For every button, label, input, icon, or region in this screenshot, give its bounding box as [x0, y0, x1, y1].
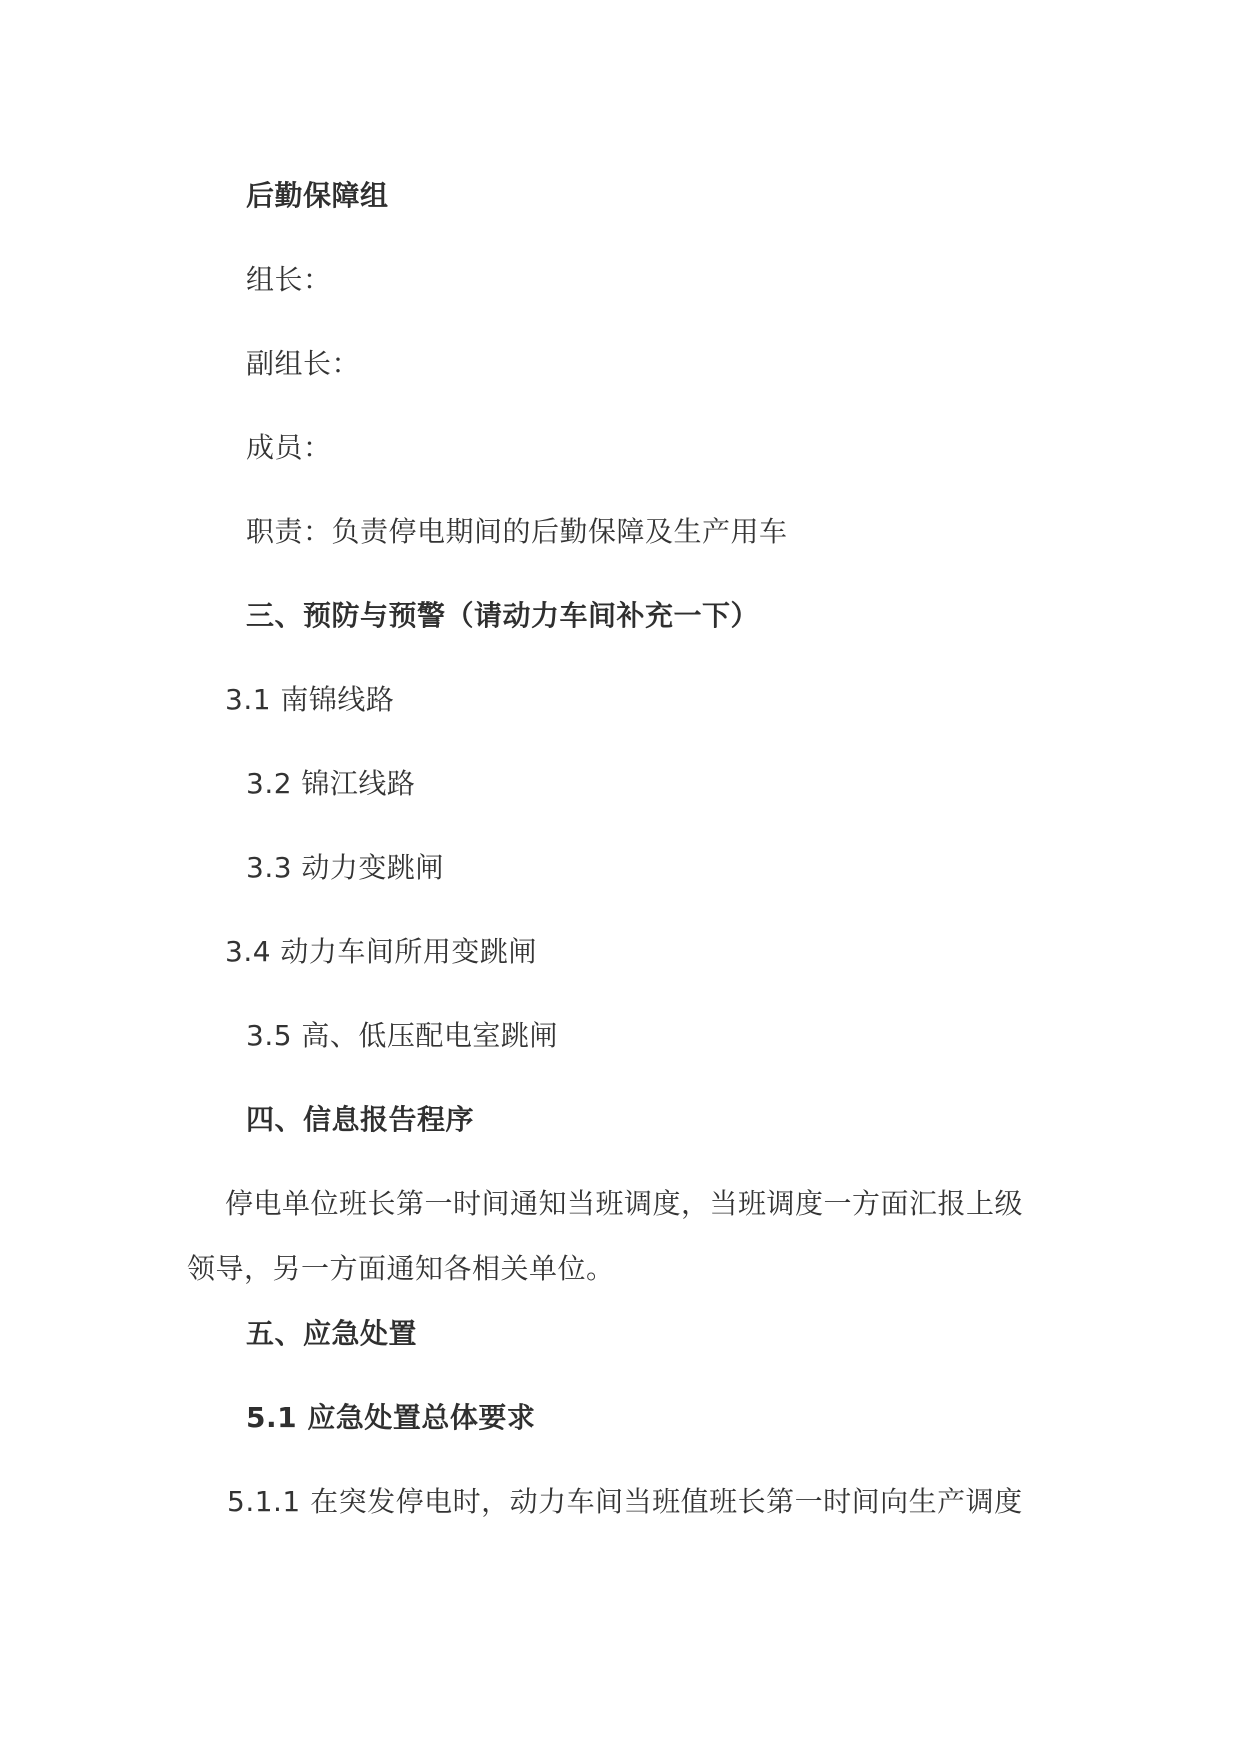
duties-text: 职责：负责停电期间的后勤保障及生产用车	[246, 515, 788, 548]
section5-1-1-text: 5.1.1 在突发停电时，动力车间当班值班长第一时间向生产调度	[227, 1485, 1023, 1518]
section3-item-1: 3.1 南锦线路	[225, 683, 395, 716]
section3-item-2: 3.2 锦江线路	[246, 767, 416, 800]
deputy-leader-label: 副组长：	[246, 347, 361, 380]
section3-item-5: 3.5 高、低压配电室跳闸	[246, 1019, 558, 1052]
section3-heading: 三、预防与预警（请动力车间补充一下）	[246, 599, 760, 632]
leader-label: 组长：	[246, 263, 332, 296]
section4-heading: 四、信息报告程序	[246, 1103, 475, 1136]
logistics-group-heading: 后勤保障组	[246, 179, 389, 212]
section4-paragraph-line1: 停电单位班长第一时间通知当班调度，当班调度一方面汇报上级	[225, 1187, 1024, 1220]
section3-item-4: 3.4 动力车间所用变跳闸	[225, 935, 537, 968]
section3-item-3: 3.3 动力变跳闸	[246, 851, 444, 884]
section5-1-heading: 5.1 应急处置总体要求	[246, 1401, 536, 1434]
section5-heading: 五、应急处置	[246, 1317, 418, 1350]
section4-paragraph-line2: 领导，另一方面通知各相关单位。	[187, 1252, 615, 1285]
members-label: 成员：	[246, 431, 332, 464]
